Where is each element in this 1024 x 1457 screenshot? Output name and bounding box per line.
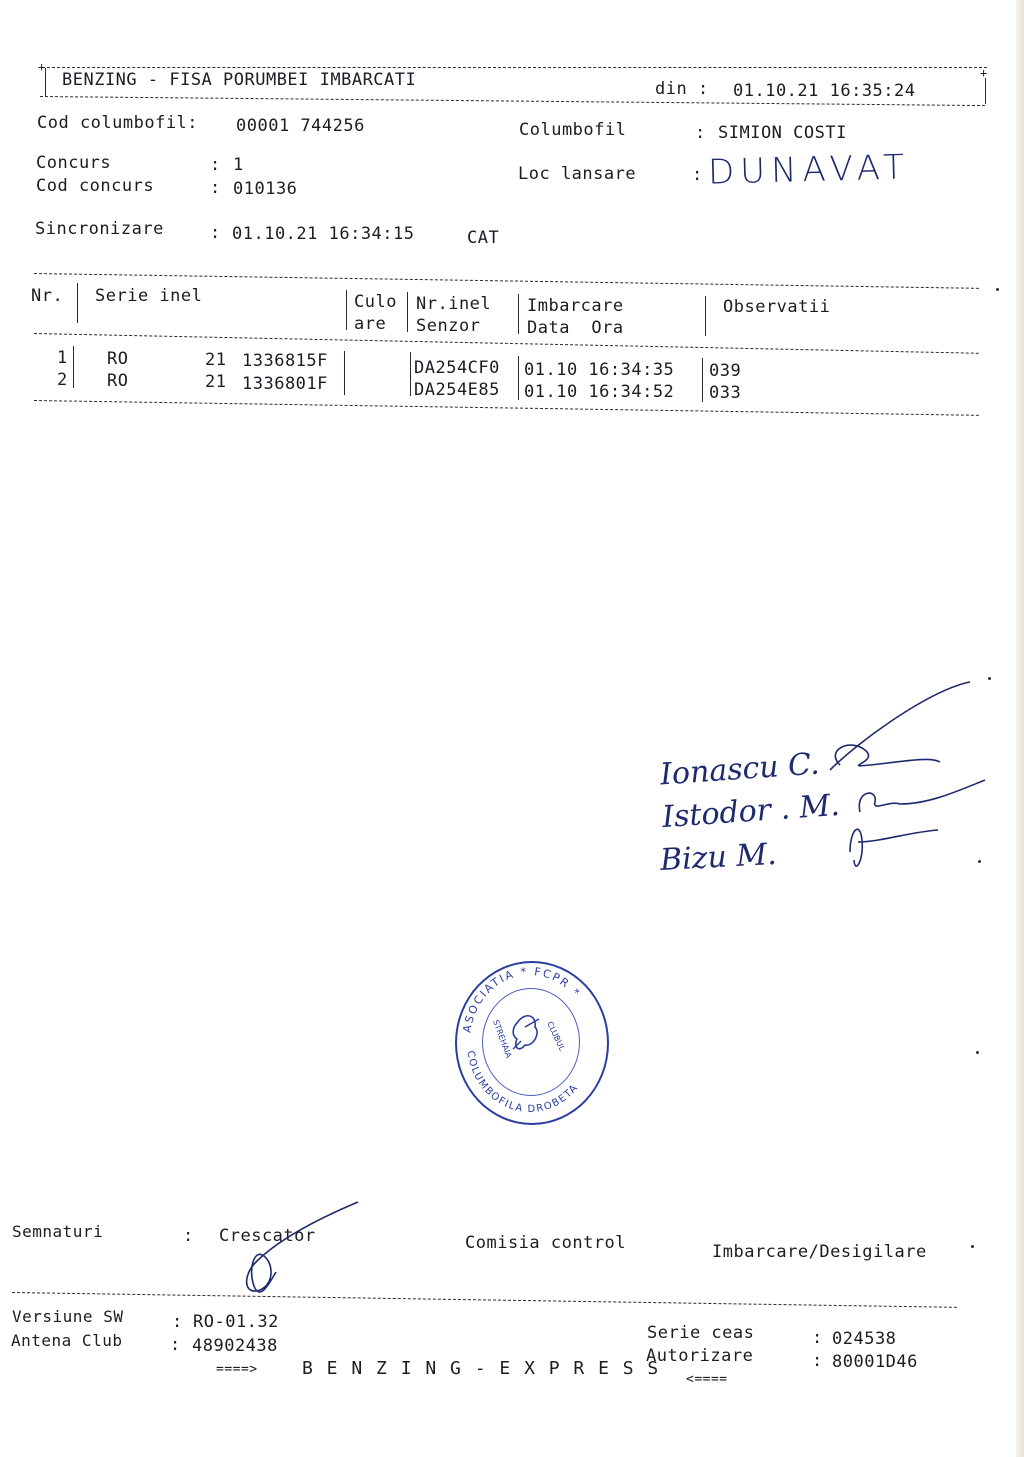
versiune-value: RO-01.32 — [193, 1312, 279, 1332]
row-divider — [344, 351, 345, 395]
th-nr-inel-2: Senzor — [416, 316, 481, 336]
autorizare-value: 80001D46 — [832, 1352, 918, 1372]
cell-data-ora: 01.10 16:34:35 — [524, 360, 675, 380]
handwritten-name-3: Bizu M. — [659, 836, 778, 879]
table-bottom-rule — [34, 400, 979, 416]
autorizare-label: Autorizare — [646, 1346, 754, 1366]
th-nr-inel-1: Nr.inel — [416, 294, 492, 314]
brand-arrow-right: <==== — [686, 1372, 728, 1387]
cell-an: 21 — [205, 350, 227, 370]
document-title: BENZING - FISA PORUMBEI IMBARCATI — [62, 70, 417, 90]
paper-speckle — [976, 1051, 979, 1054]
corner-mark: + — [980, 66, 988, 80]
th-imbarcare-2: Data Ora — [527, 318, 624, 338]
versiune-label: Versiune SW — [12, 1307, 124, 1326]
paper-speckle — [971, 1245, 974, 1248]
concurs-label: Concurs — [36, 153, 112, 173]
th-culoare-2: are — [354, 314, 387, 334]
row-divider — [73, 346, 74, 388]
cell-obs: 033 — [709, 383, 742, 403]
loc-lansare-sep: : — [692, 165, 703, 185]
sincronizare-value: 01.10.21 16:34:15 — [232, 224, 415, 244]
loc-lansare-label: Loc lansare — [518, 164, 637, 184]
versiune-sep: : — [172, 1312, 183, 1332]
antena-sep: : — [170, 1335, 181, 1355]
cell-tara: RO — [107, 371, 129, 391]
cell-an: 21 — [205, 372, 227, 392]
crescator-signature — [230, 1198, 370, 1308]
concurs-value: 1 — [233, 155, 244, 175]
paper-speckle — [978, 860, 981, 863]
stamp-bottom-text: COLUMBOFILA DROBETA — [464, 1049, 581, 1116]
imbarcare-desigilare-label: Imbarcare/Desigilare — [712, 1242, 927, 1262]
concurs-sep: : — [210, 155, 221, 175]
row-divider — [410, 352, 411, 396]
header-right-bar — [985, 78, 986, 104]
sincronizare-sep: : — [210, 223, 221, 243]
serie-ceas-value: 024538 — [832, 1329, 897, 1349]
header-top-rule — [42, 67, 987, 68]
stamp-top-text: ASOCIATIA * FCPR * — [460, 964, 584, 1034]
brand-arrow-left: ====> — [216, 1362, 258, 1377]
club-stamp-text — [455, 961, 605, 1121]
th-serie-inel: Serie inel — [95, 286, 203, 306]
din-value: 01.10.21 16:35:24 — [733, 81, 916, 101]
semnaturi-sep: : — [183, 1226, 194, 1246]
handwritten-name-1: Ionascu C. — [658, 746, 821, 793]
din-label: din : — [655, 79, 720, 99]
cell-tara: RO — [107, 349, 129, 369]
row-divider — [518, 356, 519, 400]
serie-ceas-sep: : — [812, 1328, 823, 1348]
th-culoare-1: Culo — [354, 292, 397, 312]
columbofil-value: SIMION COSTI — [718, 123, 847, 143]
th-observatii: Observatii — [723, 297, 831, 317]
autorizare-sep: : — [812, 1351, 823, 1371]
footer-rule — [12, 1292, 957, 1308]
sincronizare-tz: CAT — [467, 228, 500, 248]
svg-text:COLUMBOFILA DROBETA — [464, 1050, 580, 1115]
din-label-text: din — [655, 79, 688, 99]
cell-inel: 1336815F — [242, 351, 328, 371]
table-header-rule — [34, 333, 979, 354]
handwritten-name-2: Istodor . M. — [660, 787, 841, 836]
semnaturi-label: Semnaturi — [12, 1222, 104, 1241]
cod-columbofil-label: Cod columbofil: — [37, 113, 199, 133]
cod-concurs-sep: : — [210, 178, 221, 198]
col-divider — [705, 296, 706, 336]
svg-text:ASOCIATIA * FCPR * — [460, 965, 583, 1034]
pigeon-icon — [513, 1016, 537, 1049]
cell-data-ora: 01.10 16:34:52 — [524, 382, 675, 402]
th-imbarcare-1: Imbarcare — [527, 296, 624, 316]
th-nr: Nr. — [31, 286, 64, 306]
corner-mark: + — [38, 60, 46, 74]
sincronizare-label: Sincronizare — [35, 219, 164, 239]
antena-value: 48902438 — [192, 1336, 278, 1356]
antena-label: Antena Club — [11, 1331, 123, 1350]
columbofil-label: Columbofil — [519, 120, 627, 140]
commission-signatures — [820, 670, 1020, 890]
cod-columbofil-value: 00001 744256 — [236, 116, 365, 136]
crescator-label: Crescator — [219, 1226, 316, 1246]
cod-concurs-value: 010136 — [233, 179, 298, 199]
stamp-right-text: CLUBUL — [545, 1020, 567, 1053]
stamp-inner-text: STREHAIA — [491, 1018, 514, 1060]
col-divider — [407, 292, 408, 332]
cell-nr: 1 — [57, 348, 68, 368]
cell-inel: 1336801F — [242, 374, 328, 394]
cell-nr: 2 — [57, 370, 68, 390]
col-divider — [346, 290, 347, 330]
paper-speckle — [996, 288, 999, 291]
cell-senzor: DA254E85 — [414, 380, 500, 400]
col-divider — [77, 283, 78, 323]
loc-lansare-value: DUNAVAT — [707, 147, 911, 193]
paper-speckle — [988, 677, 991, 680]
row-divider — [702, 358, 703, 402]
cell-senzor: DA254CF0 — [414, 358, 500, 378]
cod-concurs-label: Cod concurs — [36, 176, 155, 196]
comisia-label: Comisia control — [465, 1233, 627, 1253]
columbofil-sep: : — [695, 123, 706, 143]
serie-ceas-label: Serie ceas — [647, 1323, 755, 1343]
brand-name: B E N Z I N G - E X P R E S S — [302, 1358, 660, 1379]
col-divider — [518, 294, 519, 334]
cell-obs: 039 — [709, 361, 742, 381]
header-left-bar — [45, 68, 46, 96]
